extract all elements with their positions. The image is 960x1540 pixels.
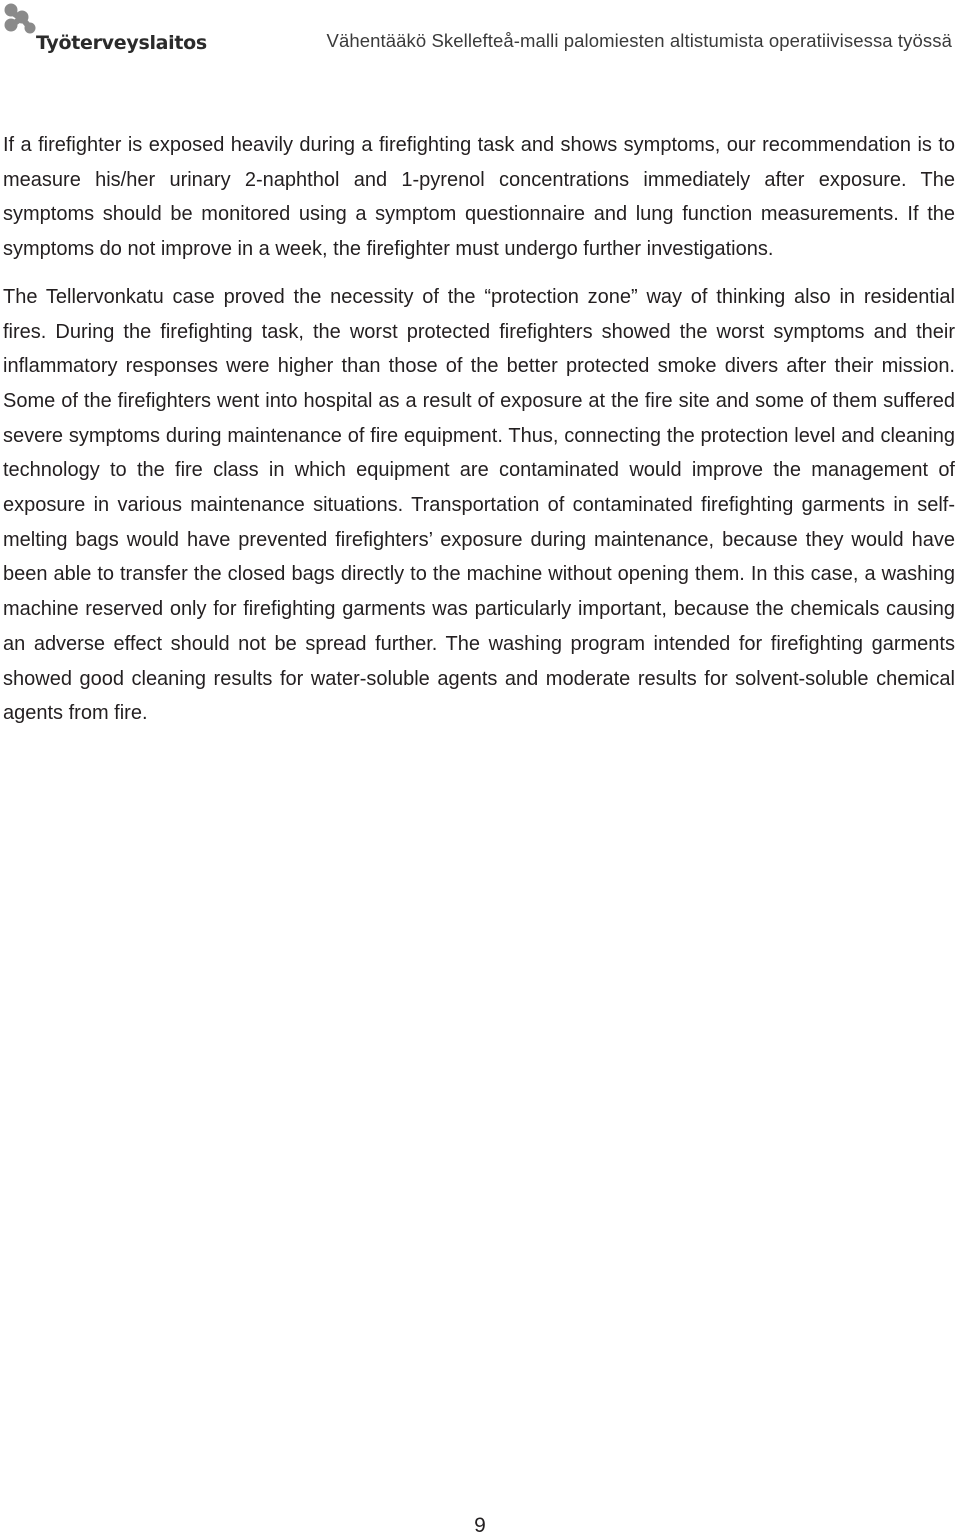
body-paragraph-2: The Tellervonkatu case proved the necessity of the “protection zone” way of thinking also in residential fires. During the firefighting task, the worst protected firefighters showed the worst symptoms and their inflammatory responses were higher than those of the better protected smoke divers after their mission. Some of the firefighters went into hospital as a result of exposure at the fire site and some of them suffered severe symptoms during maintenance of fire equipment. Thus, connecting the protection level and cleaning technology to the fire class in which equipment are contaminated would improve the management of exposure in various maintenance situations. Transportation of contaminated firefighting garments in self-melting bags would have prevented firefighters’ exposure during maintenance, because they would have been able to transfer the closed bags directly to the machine without opening them. In this case, a washing machine reserved only for firefighting garments was particularly important, because the chemicals causing an adverse effect should not be spread further. The washing program intended for firefighting garments showed good cleaning results for water-soluble agents and moderate results for solvent-soluble chemical agents from fire. — [3, 285, 955, 725]
page-header — [0, 0, 960, 70]
organization-logo-icon — [2, 2, 38, 40]
organization-logo-text: Työterveyslaitos — [36, 32, 207, 54]
document-body — [3, 128, 955, 731]
organization-logo — [2, 2, 207, 62]
body-paragraph-1: If a firefighter is exposed heavily during a firefighting task and shows symptoms, our recommendation is to measure his/her urinary 2-naphthol and 1-pyrenol concentrations immediately after exposure. The symptoms should be monitored using a symptom questionnaire and lung function measurements. If the symptoms do not improve in a week, the firefighter must undergo further investigations. — [3, 134, 955, 261]
running-header-title: Vähentääkö Skellefteå-malli palomiesten altistumista operatiivisessa työssä — [326, 30, 952, 51]
page-number: 9 — [474, 1514, 486, 1537]
